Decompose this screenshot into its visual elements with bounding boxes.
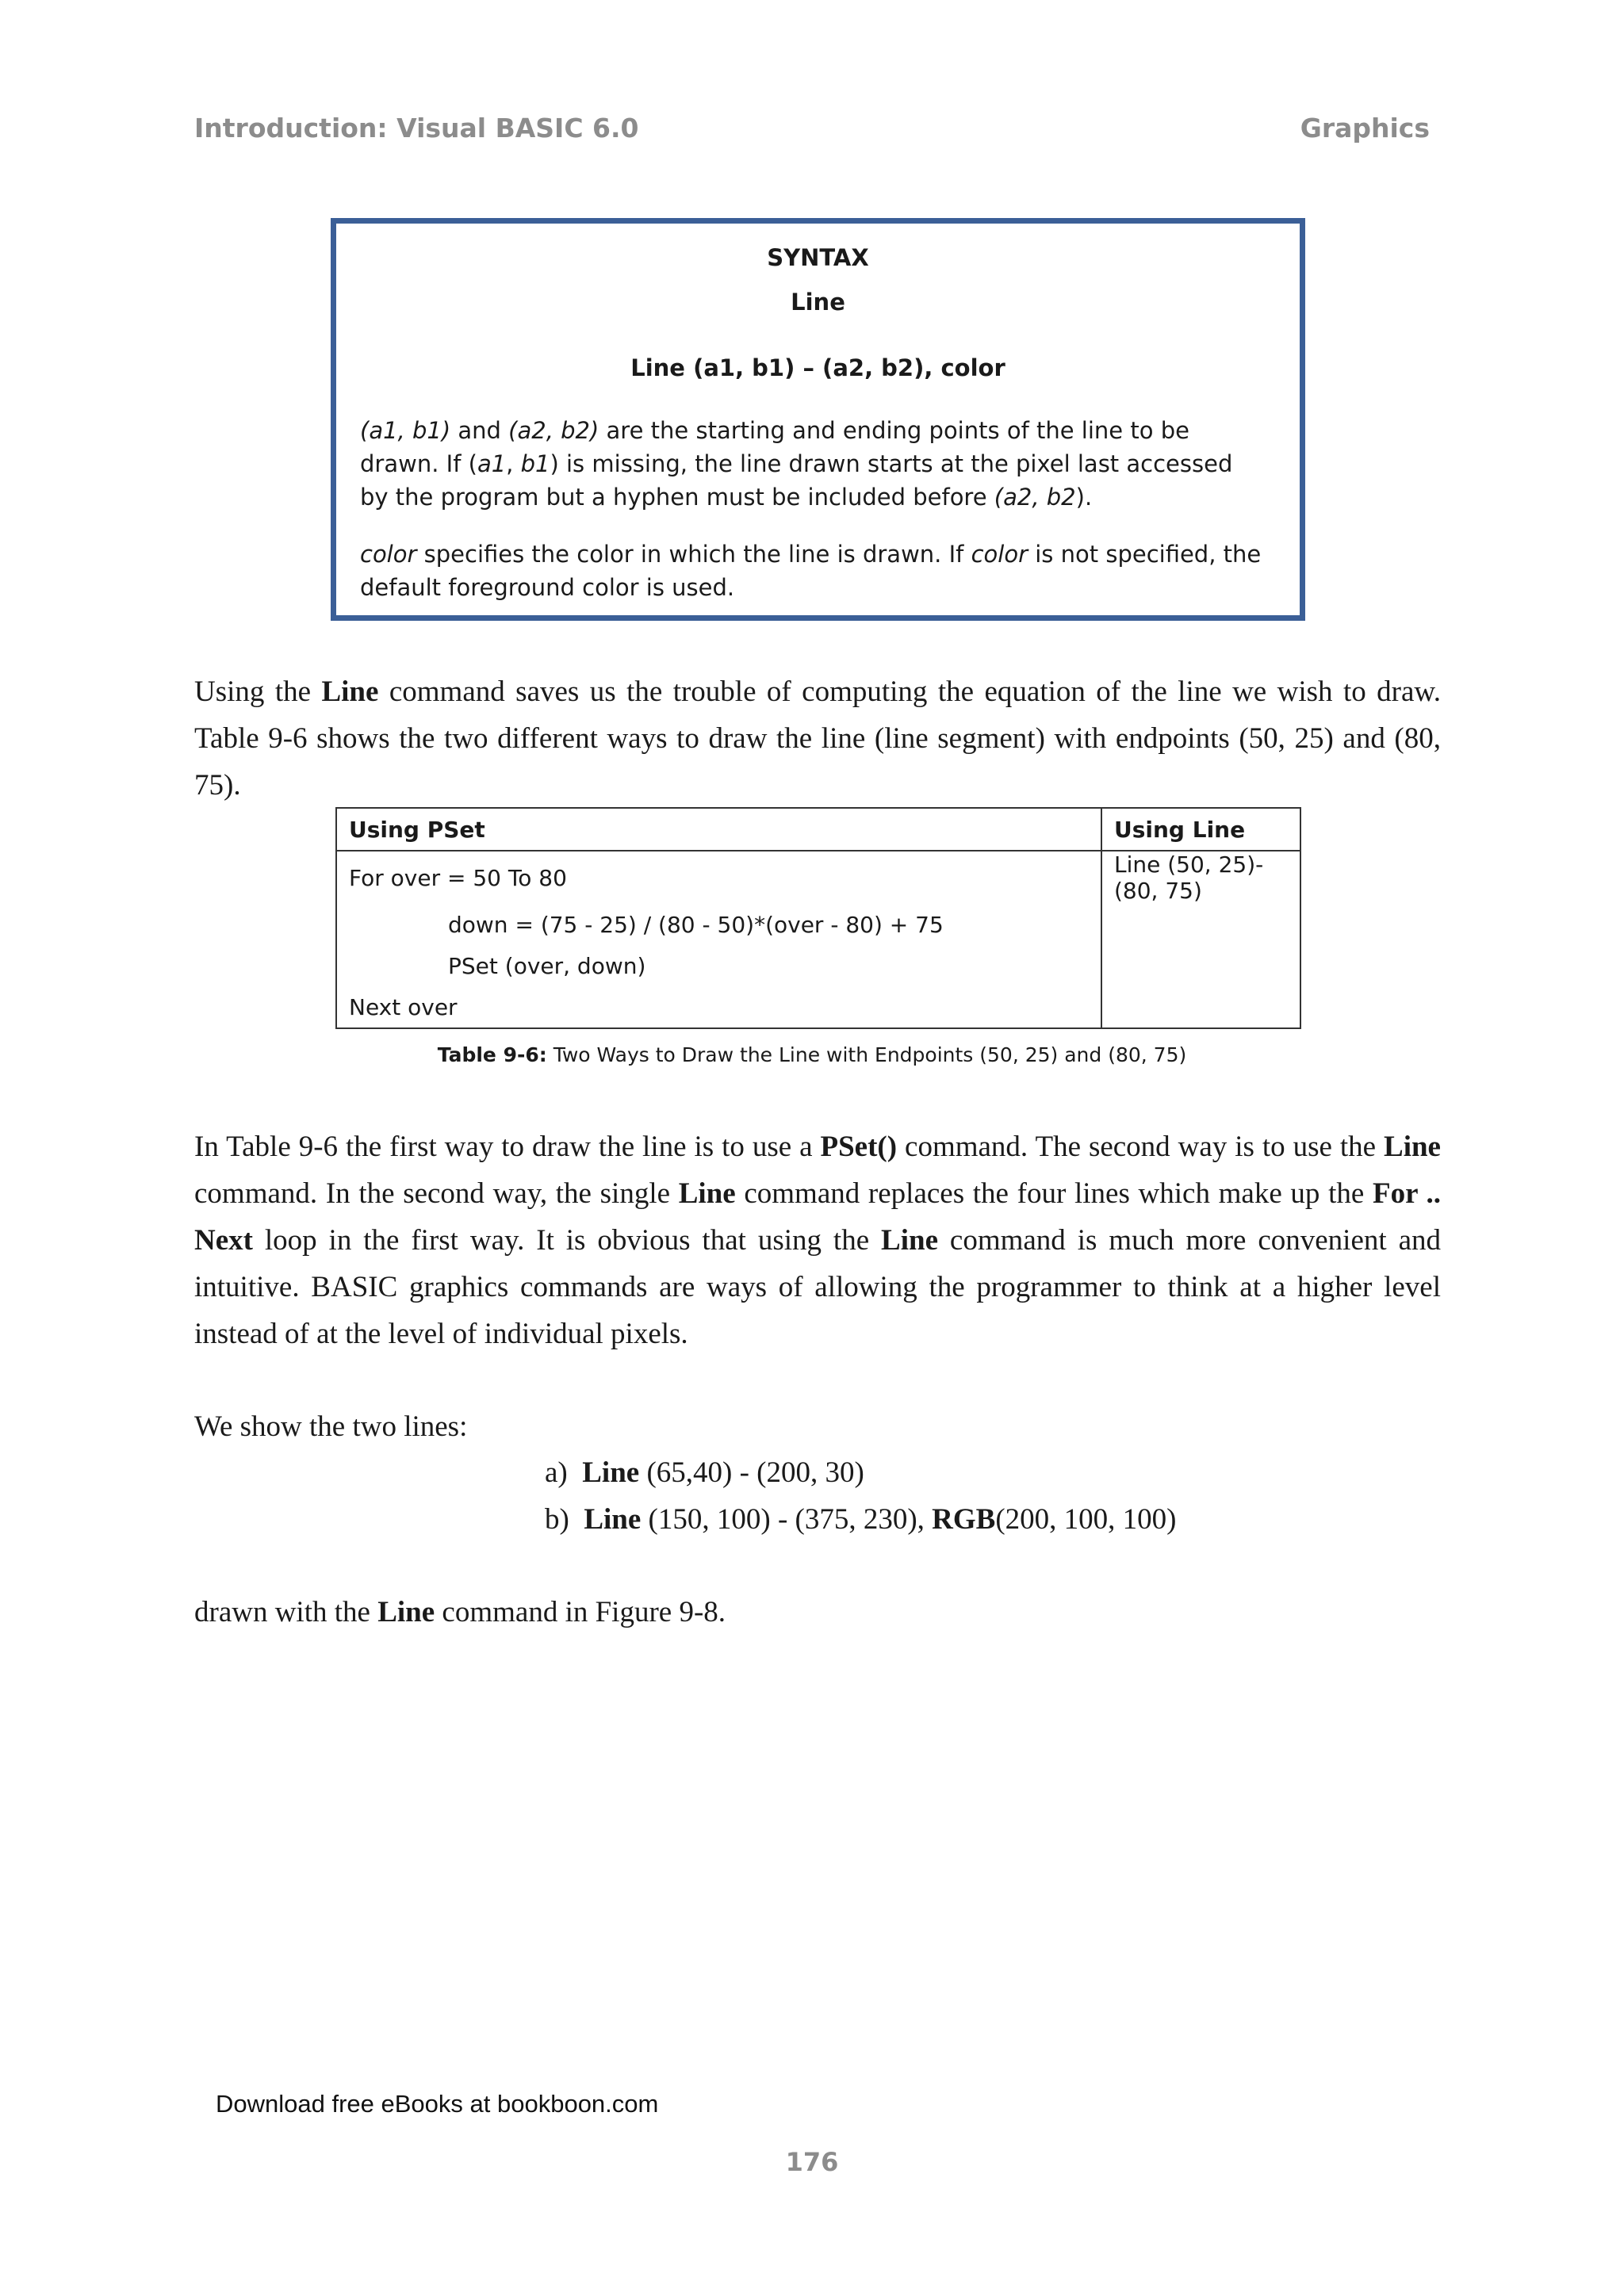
paragraph-lines-intro: We show the two lines: <box>194 1410 468 1443</box>
syntax-form: Line (a1, b1) – (a2, b2), color <box>630 354 1005 381</box>
syntax-box <box>331 218 1305 621</box>
syntax-description-points: (a1, b1) and (a2, b2) are the starting and ending points of the line to be drawn. If (a1, b1) is missing, the line drawn starts at the pixel last accessed by the program but a hyphen must be included before (a2, b2). <box>360 417 1233 511</box>
syntax-heading: SYNTAX <box>767 244 869 271</box>
download-link[interactable]: Download free eBooks at bookboon.com <box>216 2090 659 2118</box>
table-row <box>336 904 1300 945</box>
running-header-section: Graphics <box>1300 113 1430 144</box>
table-row <box>336 945 1300 986</box>
table-cell: Line (50, 25)-(80, 75) <box>1101 851 1300 904</box>
syntax-description-color: color specifies the color in which the line is drawn. If color is not specified, the default foreground color is used. <box>360 541 1262 601</box>
table-row <box>336 851 1300 904</box>
table-cell: down = (75 - 25) / (80 - 50)*(over - 80) + 75 <box>336 904 1101 945</box>
table-cell: For over = 50 To 80 <box>336 851 1101 904</box>
paragraph-explanation: In Table 9-6 the first way to draw the line is to use a PSet() command. The second way is to use the Line command. In the second way, the single Line command replaces the four lines which make up the For .. Next loop in the first way. It is obvious that using the Line command is much more convenient and intuitive. BASIC graphics commands are ways of allowing the programmer to think at a higher level instead of at the level of individual pixels. <box>194 1131 1441 1350</box>
table-cell: Next over <box>336 986 1101 1028</box>
list-item: b) Line (150, 100) - (375, 230), RGB(200, 100, 100) <box>545 1503 1177 1536</box>
paragraph-figure-ref: drawn with the Line command in Figure 9-8. <box>194 1596 726 1628</box>
table-row <box>336 986 1300 1028</box>
table-cell <box>1101 904 1300 945</box>
table-header-row <box>336 808 1300 851</box>
syntax-command-name: Line <box>791 289 845 316</box>
table-cell: PSet (over, down) <box>336 945 1101 986</box>
table-cell <box>1101 986 1300 1028</box>
comparison-table <box>335 807 1301 1029</box>
page-number: 176 <box>785 2147 839 2177</box>
list-item: a) Line (65,40) - (200, 30) <box>545 1456 864 1489</box>
table-cell <box>1101 945 1300 986</box>
table-header-cell: Using PSet <box>336 808 1101 851</box>
running-header-title: Introduction: Visual BASIC 6.0 <box>194 113 639 144</box>
table-caption: Table 9-6: Two Ways to Draw the Line with Endpoints (50, 25) and (80, 75) <box>437 1043 1187 1066</box>
paragraph-intro: Using the Line command saves us the trouble of computing the equation of the line we wish to draw. Table 9-6 shows the two different ways to draw the line (line segment) with endpoints (50, 25) and (80, 75). <box>194 675 1441 802</box>
table-header-cell: Using Line <box>1101 808 1300 851</box>
